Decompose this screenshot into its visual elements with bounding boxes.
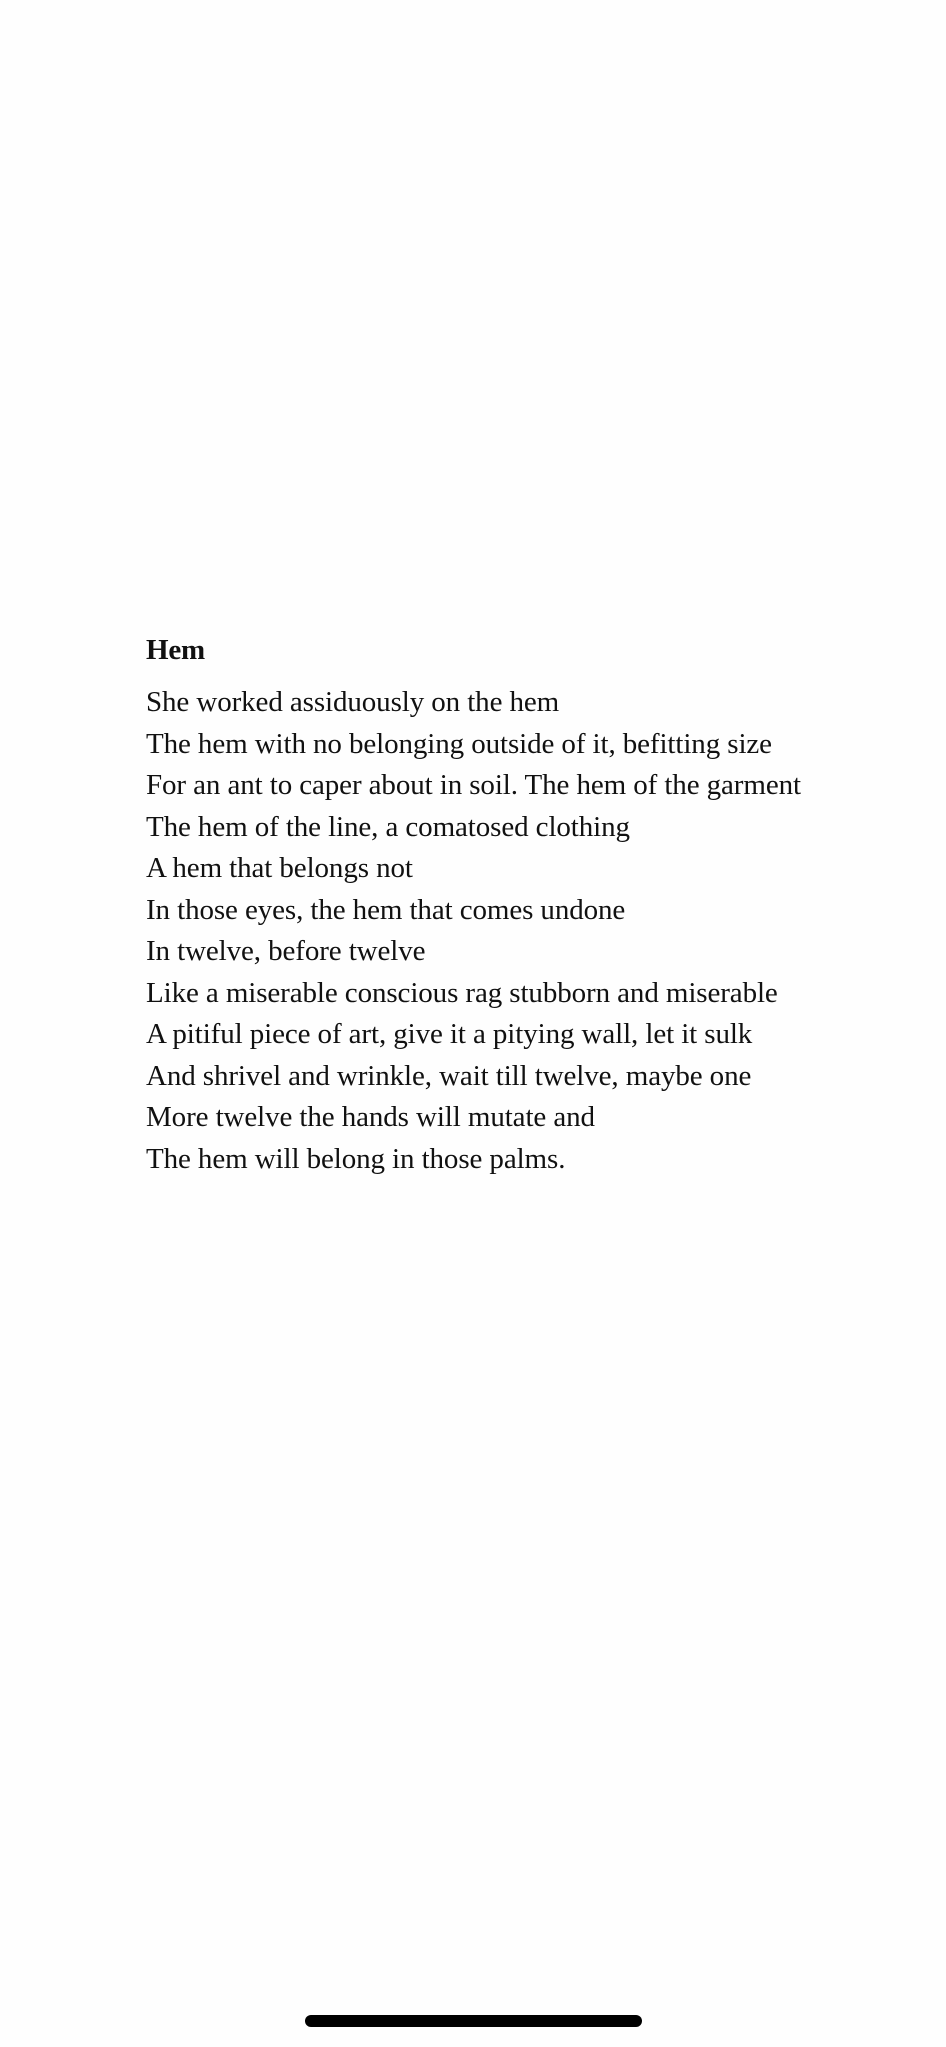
poem-line: In twelve, before twelve: [146, 935, 426, 967]
poem-line: For an ant to caper about in soil. The hem of the garment: [146, 769, 801, 801]
poem-line: The hem of the line, a comatosed clothing: [146, 810, 630, 843]
poem-line: The hem will belong in those palms.: [146, 1142, 566, 1175]
poem-lines: [146, 682, 906, 1180]
poem-line: A pitiful piece of art, give it a pitying wall, let it sulk: [146, 1018, 753, 1050]
poem-line: A hem that belongs not: [146, 852, 413, 884]
poem-line: And shrivel and wrinkle, wait till twelve, maybe one: [146, 1059, 752, 1092]
poem-title: Hem: [146, 634, 205, 666]
home-indicator[interactable]: [305, 2015, 642, 2027]
poem-line: In those eyes, the hem that comes undone: [146, 893, 626, 926]
poem: [146, 630, 906, 1180]
poem-line: The hem with no belonging outside of it, befitting size: [146, 727, 772, 760]
poem-line: More twelve the hands will mutate and: [146, 1101, 595, 1133]
poem-line: Like a miserable conscious rag stubborn and miserable: [146, 976, 778, 1009]
poem-line: She worked assiduously on the hem: [146, 686, 560, 718]
